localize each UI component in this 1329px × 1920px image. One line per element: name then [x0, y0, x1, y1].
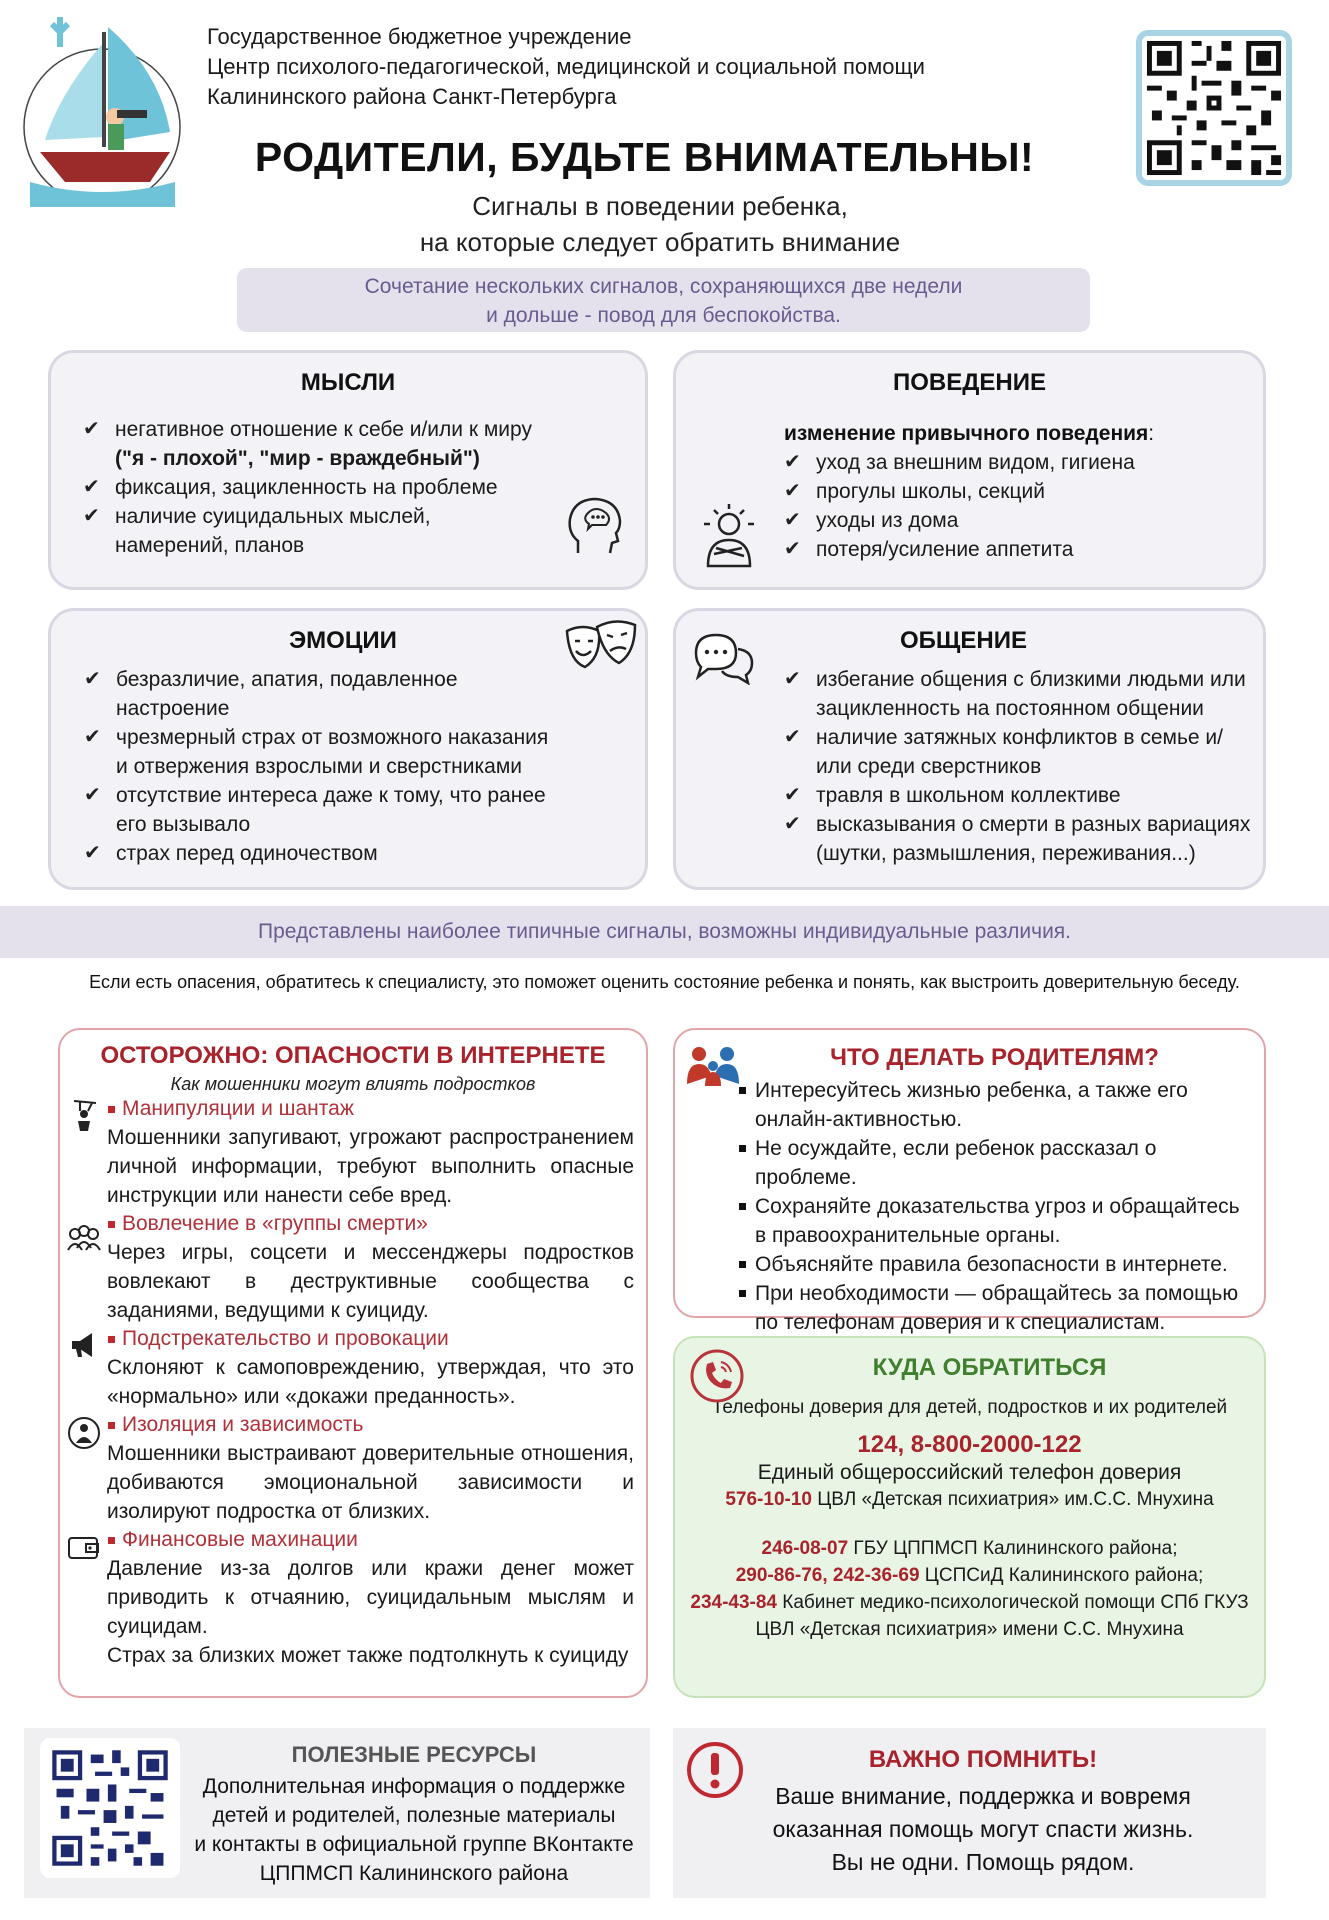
hotlines-title: КУДА ОБРАТИТЬСЯ	[872, 1354, 1107, 1381]
behavior-lead	[784, 419, 1263, 448]
danger-item	[60, 1210, 646, 1325]
hotline-number[interactable]: 234-43-84	[690, 1592, 777, 1613]
internet-title: ОСТОРОЖНО: ОПАСНОСТИ В ИНТЕРНЕТЕ	[100, 1042, 606, 1069]
behavior-list	[784, 448, 1224, 564]
resources-block	[24, 1728, 650, 1898]
internet-subtitle: Как мошенники могут влиять подростков	[170, 1074, 536, 1094]
danger-text-5: Давление из-за долгов или кражи денег может приводить к отчаянию, суицидальным мыслям и суицидам.	[107, 1557, 634, 1638]
list-item: ✔ наличие суицидальных мыслей, намерений, планов	[83, 502, 533, 560]
parents-list	[739, 1076, 1244, 1337]
list-item: Не осуждайте, если ребенок рассказал о проблеме.	[739, 1134, 1244, 1192]
list-item: При необходимости — обращайтесь за помощью по телефонам доверия и к специалистам.	[739, 1279, 1244, 1337]
list-item: ✔ прогулы школы, секций	[784, 477, 1224, 506]
emotions-card	[48, 608, 648, 890]
resources-line-4: ЦППМСП Калининского района	[259, 1862, 569, 1885]
danger-title-1: Манипуляции и шантаж	[60, 1095, 646, 1123]
hotline-row	[675, 1562, 1264, 1589]
list-item	[83, 415, 533, 473]
important-line-2: оказанная помощь могут спасти жизнь.	[772, 1816, 1194, 1842]
hotlines-intro: Телефоны доверия для детей, подростков и их родителей	[711, 1397, 1228, 1418]
list-item: ✔ уход за внешним видом, гигиена	[784, 448, 1224, 477]
list-item: ✔ потеря/усиление аппетита	[784, 535, 1224, 564]
list-item: Сохраняйте доказательства угроз и обращайтесь в правоохранительные органы.	[739, 1192, 1244, 1250]
hotline-row	[675, 1589, 1264, 1616]
thoughts-quote: ("я - плохой", "мир - враждебный")	[115, 447, 480, 470]
list-item: ✔ чрезмерный страх от возможного наказания и отвержения взрослыми и сверстниками	[84, 723, 564, 781]
duration-note	[237, 268, 1090, 332]
communication-card	[673, 608, 1266, 890]
danger-title-2: Вовлечение в «группы смерти»	[60, 1210, 646, 1238]
org-line-3: Калининского района Санкт-Петербурга	[207, 84, 617, 109]
org-line-2: Центр психолого-педагогической, медицинской и социальной помощи	[207, 54, 925, 79]
list-item: ✔ уходы из дома	[784, 506, 1224, 535]
thoughts-item-1: негативное отношение к себе и/или к миру	[115, 418, 532, 441]
danger-title-4: Изоляция и зависимость	[60, 1411, 646, 1439]
list-item: ✔ страх перед одиночеством	[84, 839, 564, 868]
phone-icon	[689, 1348, 745, 1404]
page-title	[0, 134, 1329, 181]
crossed-arms-person-icon	[694, 498, 764, 573]
note-line-1: Сочетание нескольких сигналов, сохраняющихся две недели	[364, 275, 963, 298]
hotline-desc: Кабинет медико-психологической помощи СПб ГКУЗ	[777, 1592, 1249, 1613]
important-line-1: Ваше внимание, поддержка и вовремя	[775, 1783, 1191, 1809]
list-item: ✔ высказывания о смерти в разных вариациях (шутки, размышления, переживания...)	[784, 810, 1254, 868]
specialist-advice: Если есть опасения, обратитесь к специалисту, это поможет оценить состояние ребенка и понять, как выстроить доверительную беседу.	[89, 972, 1240, 992]
list-item: ✔ травля в школьном коллективе	[784, 781, 1254, 810]
parents-actions-card	[673, 1028, 1266, 1334]
danger-item	[60, 1325, 646, 1411]
subtitle-line-1: Сигналы в поведении ребенка,	[472, 191, 848, 221]
subtitle-line-2: на которые следует обратить внимание	[419, 227, 901, 257]
org-line-1: Государственное бюджетное учреждение	[207, 24, 632, 49]
behavior-title: ПОВЕДЕНИЕ	[893, 369, 1046, 396]
hotline-row	[675, 1535, 1264, 1562]
resources-line-2: детей и родителей, полезные материалы	[212, 1804, 616, 1827]
list-item: ✔ фиксация, зацикленность на проблеме	[83, 473, 533, 502]
important-title: ВАЖНО ПОМНИТЬ!	[868, 1746, 1098, 1773]
thoughts-card	[48, 350, 648, 590]
internet-closing: Страх за близких может также подтолкнуть к суициду	[107, 1644, 629, 1667]
danger-text-1: Мошенники запугивают, угрожают распространением личной информации, требуют выполнить опасные инструкции или нанести себе вред.	[107, 1126, 634, 1207]
communication-title: ОБЩЕНИЕ	[900, 627, 1027, 654]
family-icon	[685, 1042, 741, 1088]
behavior-lead-colon: :	[1148, 422, 1155, 445]
list-item: Интересуйтесь жизнью ребенка, а также его онлайн-активностью.	[739, 1076, 1244, 1134]
hotlines-card	[673, 1336, 1266, 1698]
thoughts-list	[83, 415, 533, 560]
important-line-3: Вы не одни. Помощь рядом.	[831, 1849, 1135, 1875]
hotline-desc: ЦВЛ «Детская психиатрия» им.С.С. Мнухина	[811, 1489, 1214, 1510]
thinking-head-icon	[566, 493, 626, 563]
hotline-desc: ГБУ ЦППМСП Калининского района;	[848, 1538, 1178, 1559]
list-item: ✔ отсутствие интереса даже к тому, что ранее его вызывало	[84, 781, 564, 839]
typical-signals-band: Представлены наиболее типичные сигналы, возможны индивидуальные различия.	[0, 906, 1329, 958]
danger-title-3: Подстрекательство и провокации	[60, 1325, 646, 1353]
list-item: ✔ избегание общения с близкими людьми или зацикленность на постоянном общении	[784, 665, 1254, 723]
danger-text-3: Склоняют к самоповреждению, утверждая, что это «нормально» или «докажи преданность».	[107, 1356, 634, 1408]
hotline-number[interactable]: 576-10-10	[725, 1489, 812, 1510]
organization-name	[207, 22, 925, 112]
resources-line-1: Дополнительная информация о поддержке	[202, 1775, 626, 1798]
danger-title-5: Финансовые махинации	[60, 1526, 646, 1554]
danger-item	[60, 1095, 646, 1210]
list-item: ✔ безразличие, апатия, подавленное настроение	[84, 665, 564, 723]
note-line-2: и дольше - повод для беспокойства.	[486, 304, 841, 327]
important-text	[713, 1746, 1253, 1879]
danger-text-4: Мошенники выстраивают доверительные отношения, добиваются эмоциональной зависимости и изолируют подростка от близких.	[107, 1442, 634, 1523]
hotline-row	[675, 1486, 1264, 1513]
hotline-desc: ЦСПСиД Калининского района;	[919, 1565, 1204, 1586]
chat-bubbles-icon	[690, 629, 756, 685]
important-block	[673, 1728, 1266, 1898]
hotline-number[interactable]: 246-08-07	[761, 1538, 849, 1559]
emotions-list	[84, 665, 564, 868]
main-hotline-desc: Единый общероссийский телефон доверия	[757, 1461, 1182, 1484]
resources-title: ПОЛЕЗНЫЕ РЕСУРСЫ	[291, 1742, 537, 1767]
list-item: Объясняйте правила безопасности в интернете.	[739, 1250, 1244, 1279]
page-title-text: РОДИТЕЛИ, БУДЬТЕ ВНИМАТЕЛЬНЫ!	[254, 134, 1035, 180]
resources-text	[194, 1742, 634, 1888]
qr-code-bottom[interactable]	[40, 1738, 180, 1878]
internet-dangers-card	[58, 1028, 648, 1698]
page-subtitle	[300, 188, 1020, 260]
hotline-number[interactable]: 290-86-76, 242-36-69	[735, 1565, 920, 1586]
danger-text-2: Через игры, соцсети и мессенджеры подростков вовлекают в деструктивные сообщества с заданиями, ведущими к суициду.	[107, 1241, 634, 1322]
communication-list	[784, 665, 1254, 868]
parents-title: ЧТО ДЕЛАТЬ РОДИТЕЛЯМ?	[830, 1044, 1159, 1071]
behavior-lead-bold: изменение привычного поведения	[784, 422, 1149, 445]
behavior-card	[673, 350, 1266, 590]
emotions-title: ЭМОЦИИ	[289, 627, 397, 654]
theater-masks-icon	[563, 617, 639, 681]
list-item: ✔ наличие затяжных конфликтов в семье и/или среди сверстников	[784, 723, 1254, 781]
thoughts-title: МЫСЛИ	[300, 369, 396, 396]
resources-line-3: и контакты в официальной группе ВКонтакте	[194, 1833, 634, 1856]
main-hotline-number[interactable]: 124, 8-800-2000-122	[857, 1431, 1082, 1458]
hotline-desc-cont: ЦВЛ «Детская психиатрия» имени С.С. Мнухина	[755, 1619, 1184, 1640]
danger-item	[60, 1411, 646, 1526]
danger-item	[60, 1526, 646, 1641]
